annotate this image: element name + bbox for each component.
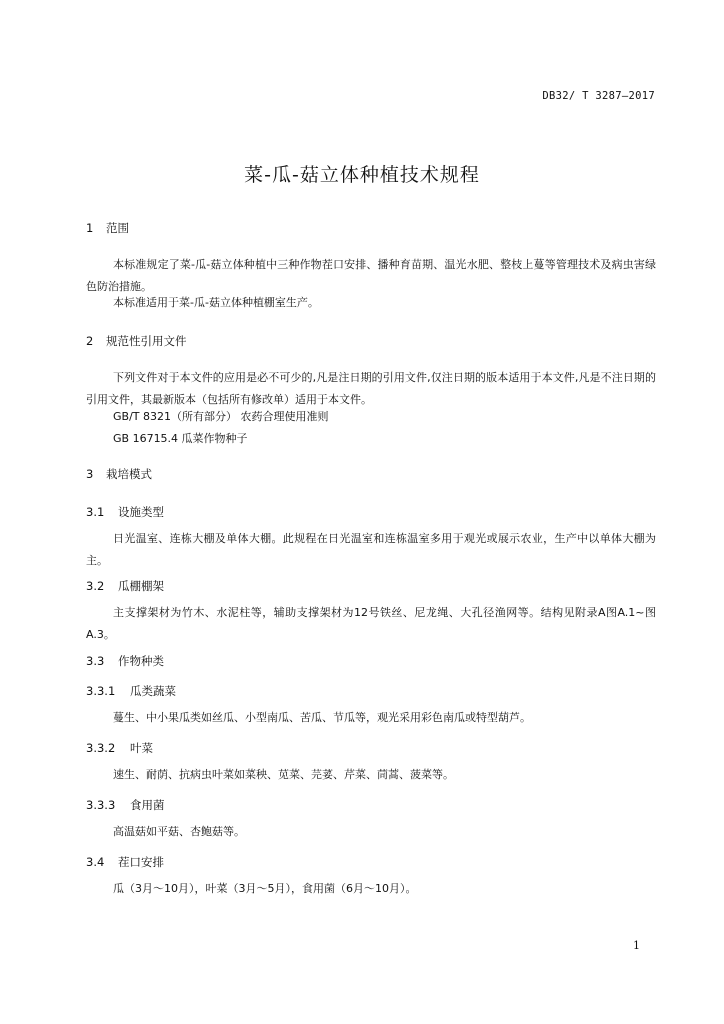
section-3-3-1-heading (86, 683, 176, 699)
section-title: 作物种类 (118, 654, 164, 668)
section-3-1-paragraph: 日光温室、连栋大棚及单体大棚。此规程在日光温室和连栋温室多用于观光或展示农业，生产中以单体大棚为主。 (86, 532, 656, 567)
reference-gbt-8321: GB/T 8321（所有部分） 农药合理使用准则 (113, 410, 329, 423)
section-number: 1 (86, 221, 94, 235)
section-number: 3.1 (86, 505, 105, 519)
section-2-heading (86, 333, 187, 349)
section-title: 设施类型 (118, 505, 164, 519)
section-number: 3.3.3 (86, 798, 116, 812)
section-title: 瓜类蔬菜 (130, 684, 176, 698)
section-1-heading (86, 220, 129, 236)
section-3-heading (86, 466, 152, 482)
section-title: 食用菌 (130, 798, 165, 812)
section-number: 3.3.1 (86, 684, 116, 698)
section-3-3-3-paragraph: 高温菇如平菇、杏鲍菇等。 (113, 825, 245, 838)
section-3-1-heading (86, 504, 164, 520)
section-3-4-heading (86, 854, 164, 870)
section-2-paragraph: 下列文件对于本文件的应用是必不可少的,凡是注日期的引用文件,仅注日期的版本适用于本文件,凡是不注日期的引用文件，其最新版本（包括所有修改单）适用于本文件。 (86, 371, 656, 406)
section-3-3-2-heading (86, 740, 153, 756)
section-number: 3.3.2 (86, 741, 116, 755)
reference-gb-16715: GB 16715.4 瓜菜作物种子 (113, 432, 248, 445)
section-title: 叶菜 (130, 741, 153, 755)
section-number: 3.3 (86, 654, 105, 668)
section-1-paragraph-2: 本标准适用于菜-瓜-菇立体种植棚室生产。 (113, 296, 319, 309)
section-title: 栽培模式 (106, 467, 152, 481)
section-number: 2 (86, 334, 94, 348)
standard-code: DB32/ T 3287—2017 (542, 90, 655, 102)
section-number: 3 (86, 467, 94, 481)
document-title: 菜-瓜-菇立体种植技术规程 (244, 164, 480, 186)
section-3-3-3-heading (86, 797, 165, 813)
section-3-3-1-paragraph: 蔓生、中小果瓜类如丝瓜、小型南瓜、苦瓜、节瓜等，观光采用彩色南瓜或特型葫芦。 (113, 711, 531, 724)
section-3-2-heading (86, 578, 164, 594)
page-number: 1 (633, 939, 640, 952)
section-title: 规范性引用文件 (106, 334, 187, 348)
section-3-3-2-paragraph: 速生、耐荫、抗病虫叶菜如菜秧、苋菜、芫荽、芹菜、茼蒿、菠菜等。 (113, 768, 454, 781)
section-title: 瓜棚棚架 (118, 579, 164, 593)
section-3-4-paragraph: 瓜（3月～10月），叶菜（3月～5月），食用菌（6月～10月）。 (113, 882, 417, 895)
section-3-3-heading (86, 653, 164, 669)
section-number: 3.4 (86, 855, 105, 869)
section-number: 3.2 (86, 579, 105, 593)
section-1-paragraph-1: 本标准规定了菜-瓜-菇立体种植中三种作物茬口安排、播种育苗期、温光水肥、整枝上蔓等管理技术及病虫害绿色防治措施。 (86, 258, 656, 293)
section-title: 范围 (106, 221, 129, 235)
section-title: 茬口安排 (118, 855, 164, 869)
section-3-2-paragraph: 主支撑架材为竹木、水泥柱等，辅助支撑架材为12号铁丝、尼龙绳、大孔径渔网等。结构见附录A图A.1~图A.3。 (86, 606, 656, 641)
